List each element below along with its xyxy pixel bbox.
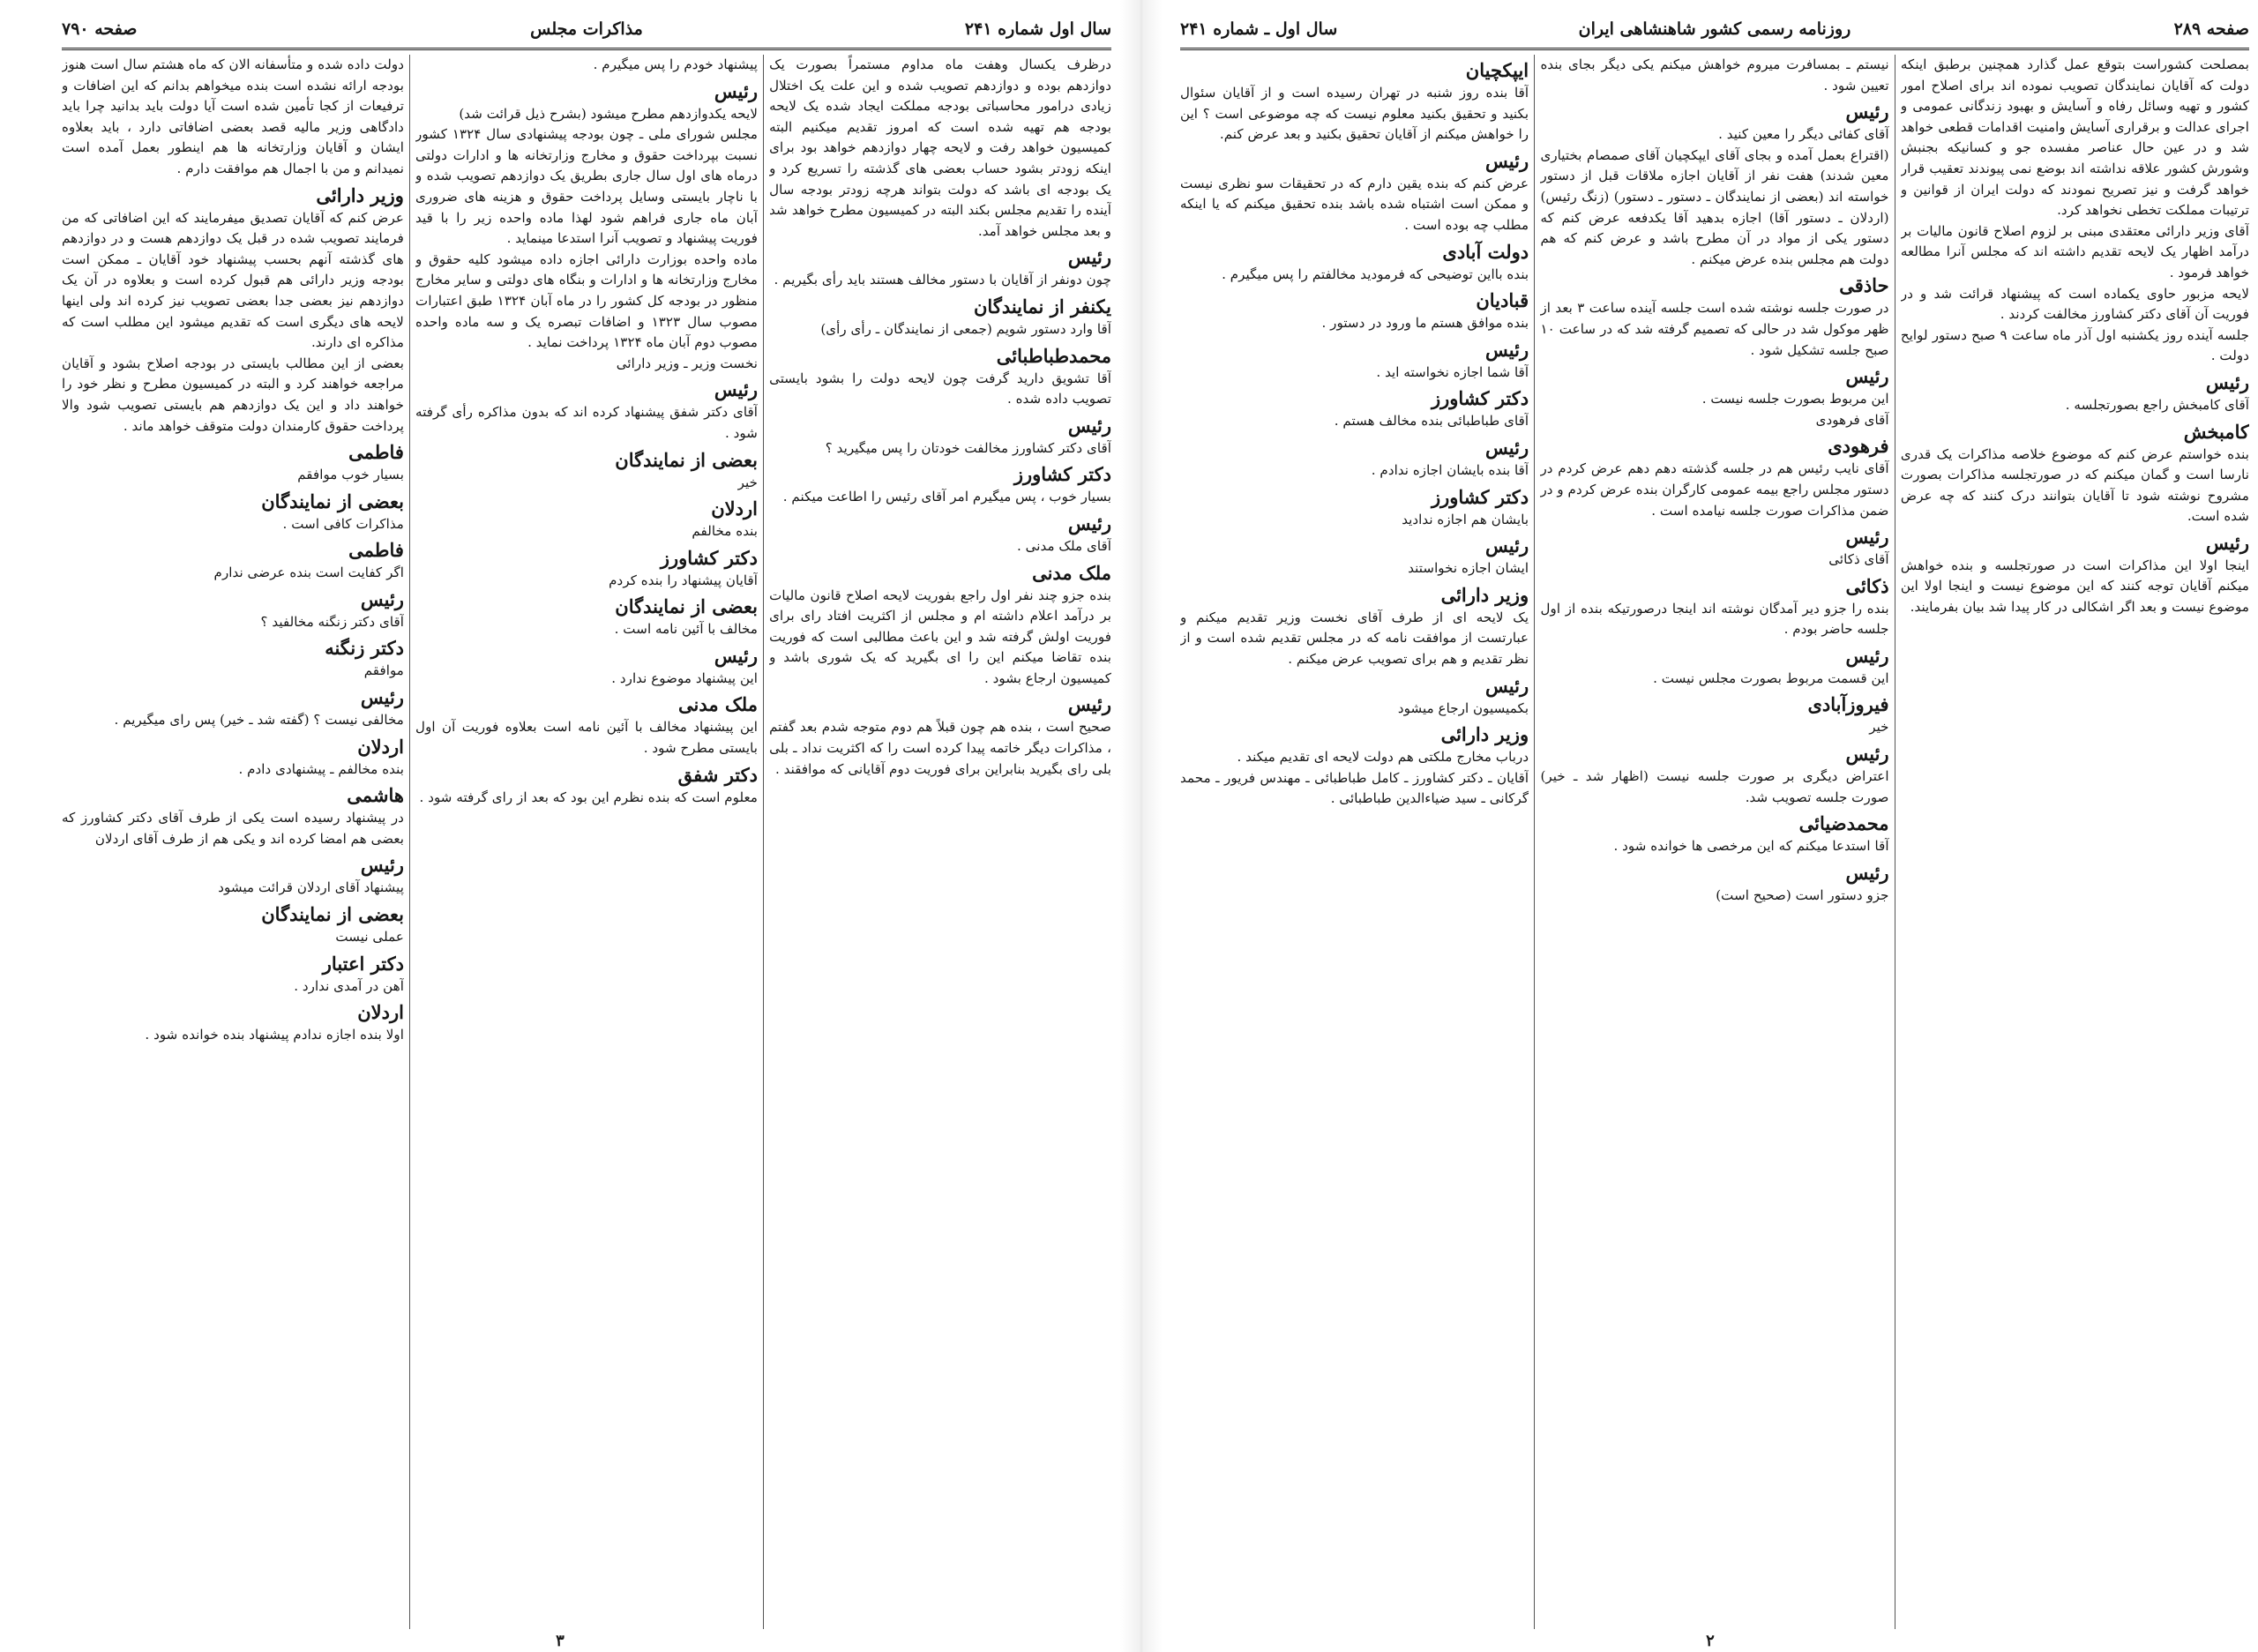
paragraph <box>62 635 404 682</box>
paragraph-text: بنده را جزو دیر آمدگان نوشته اند اینجا درصورتیکه بنده از اول جلسه حاضر بودم . <box>1540 600 1889 638</box>
speaker-name: دکتر کشاورز <box>660 546 758 569</box>
paragraph <box>62 852 404 899</box>
paragraph-text: دولت داده شده و متأسفانه الان که ماه هشتم سال است هنوز بودجه ارائه نشده است بنده میخواهم بدانم که این اضافات و ترفیعات از کجا تأمین شده است آیا دولت باید بدانید چرا باید دادگاهی وزیر مالیه قصد بعضی اضافاتی دارد ، باید بعلاوه ایشان و آقایان وزارتخانه ها هم اینطور بعمل آمده است نمیدانم و من با اجمال هم موافقت دارم . <box>62 56 404 176</box>
paragraph <box>62 439 404 486</box>
paragraph <box>62 587 404 633</box>
paragraph-text: درظرف یکسال وهفت ماه مداوم مستمراً بصورت یک دوازدهم بوده و دوازدهم تصویب شده و این علت یک اختلال زیادی درامور محاسباتی بودجه مملکت ایجاد شده یک لایحه بودجه هم تهیه شده است که امروز تقدیم میکنیم البته کمیسیون خواهد رفت و لایحه چهار دوازدهم خواهد بود برای اینکه زودتر بشود حساب بعضی های گذشته را تسریع کرد و یک بودجه ای باشد که دولت بتواند هرچه زودتر بودجه سال آینده را تقدیم مجلس بکند البته در کمیسیون مطرح خواهد شد و بعد مجلس خواهد آمد. <box>769 56 1111 239</box>
speaker-name: یکنفر از نمایندگان <box>974 295 1111 318</box>
paragraph-text: عرض کنم که آقایان تصدیق میفرمایند که این اضافاتی که من فرمایند تصویب شده در قبل یک دوازدهم هست و در دوازدهم های گذشته آنهم بحسب پیشنهاد خود آقایان ـ ممکن است بودجه وزیر دارائی هم قبول کرده است و بعلاوه در آن یک دوازدهم نیز بعضی جدا بعضی تصویب نیز کرده اند ولی اینها لایحه های دیگری است که تقدیم میشود این مطلب است که مذاکره ای دارند. <box>62 209 404 351</box>
speaker-name: رئیس <box>1485 436 1529 459</box>
speaker-name: رئیس <box>1485 674 1529 697</box>
paragraph <box>1540 363 1888 410</box>
paragraph <box>62 354 404 437</box>
paragraph <box>415 124 758 250</box>
paragraph-text: ماده واحده بوزارت دارائی اجازه داده میشود کلیه حقوق و مخارج وزارتخانه ها و ادارات و بنگاه های دولتی و سایر مخارج منظور در بودجه کل کشور را در ماه آبان ۱۳۲۴ طبق اعتبارات مصوب سال ۱۳۲۳ و اضافات تبصره یک و سه ماده واحده مصوب دوم آبان ماه ۱۳۲۴ پرداخت نماید . <box>415 250 758 351</box>
paragraph <box>415 55 758 76</box>
speaker-name: وزیر دارائی <box>1440 723 1529 746</box>
paragraph-text: مجلس شورای ملی ـ چون بودجه پیشنهادی سال ۱۳۲۴ کشور نسبت بپرداخت حقوق و مخارج وزارتخانه ها و ادارات دولتی درماه های اول سال جاری بطریق یک دوازدهم تصویب شده و با ناچار بایستی وسایل پرداخت حقوق و هزینه های ضروری آبان ماه جاری فراهم شود لهذا ماده واحده زیر را با قید فوریت پیشنهاد و تصویب آنرا استدعا مینماید . <box>415 126 758 247</box>
paragraph <box>415 594 758 640</box>
paragraph-text: یک لایحه ای از طرف آقای نخست وزیر تقدیم میکنم و عبارتست از موافقت نامه که در مجلس تقدیم شده است و از نظر تقدیم و هم برای تصویب عرض میکنم . <box>1180 609 1529 667</box>
paragraph <box>1540 410 1888 431</box>
paragraph-text: در پیشنهاد رسیده است یکی از طرف آقای دکتر کشاورز که بعضی هم امضا کرده اند و یکی هم از طرف آقای اردلان <box>62 810 404 847</box>
right-page-issue: سال اول ـ شماره ۲۴۱ <box>1180 19 1338 39</box>
left-page-number: صفحه ۷۹۰ <box>62 19 138 39</box>
paragraph <box>1180 148 1529 236</box>
speaker-name: حاذقی <box>1839 274 1889 297</box>
left-newspaper-page <box>0 0 1120 1652</box>
speaker-name: دکتر زنگنه <box>325 637 404 660</box>
right-page-column-1 <box>1901 55 2249 1629</box>
paragraph <box>1180 582 1529 670</box>
left-page-columns <box>62 55 1111 1629</box>
paragraph-text: اعتراض دیگری بر صورت جلسه نیست (اظهار شد ـ خیر) صورت جلسه تصویب شد. <box>1540 768 1889 805</box>
paragraph <box>62 55 404 180</box>
paragraph <box>415 78 758 125</box>
paragraph <box>769 55 1111 242</box>
speaker-name: رئیس <box>1485 338 1529 361</box>
paragraph-text: صحیح است ، بنده هم چون قبلاً هم دوم متوجه شدم بعد گفتم ، مذاکرات دیگر خاتمه پیدا کرده است را که اکثریت نداد ـ بلی بلی رای بگیرید بنابراین برای فوریت دوم آقایانی که موافقند . <box>769 719 1111 777</box>
speaker-name: رئیس <box>360 854 404 877</box>
paragraph-text: جلسه آینده روز یکشنبه اول آذر ماه ساعت ۹ صبح دستور لوایح دولت . <box>1900 326 2249 364</box>
right-newspaper-page <box>1163 0 2258 1652</box>
paragraph-text: مخالفی نیست ؟ (گفته شد ـ خیر) پس رای میگیریم . <box>114 712 404 729</box>
paragraph-text: این پیشنهاد موضوع ندارد . <box>611 669 758 686</box>
paragraph-text: آقای فرهودی <box>1815 411 1889 428</box>
paragraph <box>415 354 758 375</box>
speaker-name: هاشمی <box>347 784 404 807</box>
paragraph-text: آقا بنده بایشان اجازه ندادم . <box>1371 461 1529 478</box>
left-page-column-1 <box>769 55 1111 1629</box>
paragraph <box>1180 533 1529 579</box>
speaker-name: محمدضیائی <box>1798 812 1889 835</box>
paragraph <box>1901 284 2249 325</box>
paragraph <box>769 461 1111 508</box>
paragraph <box>415 691 758 759</box>
paragraph-text: عرض کنم که بنده یقین دارم که در تحقیقات سو نظری نیست و ممکن است اشتباه شده باشد بنده تحقیق میکنم که یا اینکه مطلب چه بوده است . <box>1180 175 1529 233</box>
paragraph <box>769 413 1111 460</box>
speaker-name: رئیس <box>1845 365 1889 388</box>
speaker-name: رئیس <box>1067 693 1111 716</box>
speaker-name: کامبخش <box>2183 420 2249 443</box>
paragraph-text: آقای وزیر دارائی معتقدی مبنی بر لزوم اصلاح قانون مالیات بر درآمد اظهار یک لایحه تقدیم داشته اند که مجلس آنرا مطالعه خواهد فرمود . <box>1900 222 2249 280</box>
paragraph-text: بنده خواستم عرض کنم که موضوع خلاصه مذاکرات یک قدری نارسا است و گمان میکنم که در صورتجلسه مذاکرات بصورت مشروح نوشته شود تا آقایان بتوانند درک کنند که چه عرض شده است. <box>1900 445 2249 525</box>
speaker-name: رئیس <box>1845 644 1889 667</box>
paragraph <box>1180 673 1529 720</box>
speaker-name: رئیس <box>1845 526 1889 549</box>
paragraph <box>769 560 1111 690</box>
paragraph-text: این قسمت مربوط بصورت مجلس نیست . <box>1653 669 1889 686</box>
speaker-name: رئیس <box>714 644 758 667</box>
right-page-column-2 <box>1540 55 1888 1629</box>
speaker-name: اردلان <box>357 1001 404 1024</box>
column-rule <box>1534 55 1535 1629</box>
speaker-name: رئیس <box>1485 534 1529 557</box>
paragraph <box>1540 146 1888 271</box>
speaker-name: رئیس <box>1845 861 1889 884</box>
speaker-name: رئیس <box>1845 743 1889 766</box>
speaker-name: رئیس <box>1067 512 1111 534</box>
paragraph-text: (اقتراع بعمل آمده و بجای آقای ایپکچیان آقای صمصام بختیاری معین شدند) هفت نفر از آقایان اجازه ملاقات قبل از دستور خواسته اند (بعضی از نمایندگان ـ دستور ـ دستور) (زنگ رئیس) (اردلان ـ دستور آقا) اجازه بدهید آقا یکدفعه عرض کنم که دستور یکی از مواد در آن مطرح باشد و عرض کنم که هم دولت هم مجلس بنده عرض میکنم . <box>1540 146 1889 267</box>
paragraph <box>1180 768 1529 810</box>
paragraph-text: آقایان ـ دکتر کشاورز ـ کامل طباطبائی ـ مهندس فریور ـ محمد گرکانی ـ سید ضیاءالدین طباطبائی . <box>1180 769 1529 807</box>
paragraph-text: لایحه یکدوازدهم مطرح میشود (بشرح ذیل قرائت شد) <box>459 105 758 122</box>
paragraph-text: لایحه مزبور حاوی یکماده است که پیشنهاد قرائت شد و در فوریت آن آقای دکتر کشاورز مخالفت کردند . <box>1900 285 2249 323</box>
paragraph-text: مخالف با آئین نامه است . <box>614 621 758 638</box>
paragraph <box>415 250 758 354</box>
paragraph <box>415 762 758 809</box>
paragraph-text: بمصلحت کشوراست بتوقع عمل گذارد همچنین برطبق اینکه دولت که آقایان نمایندگان تصویب نموده اند برای اصلاح امور کشور و تهیه وسائل رفاه و آسایش و بهبود زندگانی عمومی و اجرای عدالت و برقراری آسایش وامنیت اقدامات قطعی خواهد شد و در عین حال عناصر مفسده جو و کسانیکه بجنبش وشورش کشور علاقه نداشته اند بوضع نمی پیوندند تعقیب قرار خواهد گرفت و نیز تصریح نمودند که دولت ایران از قوانین و ترتیبات مملکت تخطی نخواهد کرد. <box>1900 56 2249 219</box>
speaker-name: دکتر کشاورز <box>1013 463 1111 486</box>
paragraph-text: اولا بنده اجازه ندادم پیشنهاد بنده خوانده شود . <box>145 1027 404 1043</box>
paragraph-text: آقای نایب رئیس هم در جلسه گذشته دهم دهم عرض کردم در دستور مجلس راجع بیمه عمومی کارگران بنده عرض کردم و در ضمن مذاکرات صورت جلسه نیامده است . <box>1540 460 1889 519</box>
paragraph-text: درباب مخارج ملکتی هم دولت لایحه ای تقدیم میکند . <box>1237 749 1529 766</box>
speaker-name: رئیس <box>714 378 758 401</box>
paragraph <box>62 537 404 584</box>
paragraph <box>415 643 758 690</box>
speaker-name: ملک مدنی <box>1032 561 1111 584</box>
paragraph <box>1180 288 1529 334</box>
column-rule <box>763 55 764 1629</box>
paragraph-text: پیشنهاد آقای اردلان قرائت میشود <box>218 879 404 896</box>
paragraph-text: عملی نیست <box>335 929 404 946</box>
speaker-name: بعضی از نمایندگان <box>261 490 404 512</box>
paragraph <box>415 496 758 542</box>
speaker-name: فیروزآبادی <box>1807 693 1889 716</box>
speaker-name: دولت آبادی <box>1442 240 1529 263</box>
paragraph <box>1540 741 1888 808</box>
paragraph-text: بنده موافق هستم ما ورود در دستور . <box>1321 315 1529 332</box>
speaker-name: رئیس <box>1485 149 1529 172</box>
speaker-name: ایپکچیان <box>1465 59 1529 81</box>
paragraph-text: بعضی از این مطالب بایستی در بودجه اصلاح بشود و آقایان مراجعه خواهند کرد و البته در کمیسیون مطرح و نظر خود را خواهند داد و این یک دوازدهم هم بایستی تصویب شود والا پرداخت حقوق کارمندان دولت متوقف خواهد ماند . <box>62 355 404 434</box>
paragraph-text: آقای ذکائی <box>1828 551 1889 568</box>
paragraph-text: اگر کفایت است بنده عرضی ندارم <box>213 564 404 581</box>
left-page-column-2 <box>415 55 758 1629</box>
speaker-name: رئیس <box>360 587 404 610</box>
paragraph-text: در صورت جلسه نوشته شده است جلسه آینده ساعت ۳ بعد از ظهر موکول شد در حالی که تصمیم گرفته شد که در ساعت ۱۰ صبح جلسه تشکیل شود . <box>1540 300 1889 358</box>
paragraph-text: آقا بنده روز شنبه در تهران رسیده است و از آقایان سئوال بکنید و تحقیق بکنید معلوم نیست که چه موضوعی است ؟ این را خواهش میکنم از آقایان تحقیق بکنید و بعد عرض کنم. <box>1180 85 1529 143</box>
paragraph <box>1540 860 1888 907</box>
speaker-name: فاطمی <box>348 539 404 562</box>
speaker-name: وزیر دارائی <box>316 183 404 206</box>
paragraph-text: پیشنهاد خودم را پس میگیرم . <box>593 56 758 72</box>
paragraph-text: آقای کامبخش راجع بصورتجلسه . <box>2065 396 2249 413</box>
paragraph <box>62 183 404 354</box>
paragraph <box>1180 239 1529 286</box>
book-gutter <box>1120 0 1163 1652</box>
paragraph-text: آقا وارد دستور شویم (جمعی از نمایندگان ـ رأی رأی) <box>820 320 1111 337</box>
paragraph <box>1540 524 1888 571</box>
paragraph <box>1901 55 2249 221</box>
paragraph-text: چون دونفر از آقایان با دستور مخالف هستند باید رأی بگیریم . <box>774 272 1111 288</box>
paragraph-text: آقایان پیشنهاد را بنده کردم <box>609 572 758 588</box>
paragraph-text: آقا تشویق دارید گرفت چون لایحه دولت را بشود بایستی تصویب داده شده . <box>769 370 1111 407</box>
paragraph-text: آقای کفائی دیگر را معین کنید . <box>1718 126 1889 143</box>
speaker-name: ذکائی <box>1845 574 1889 597</box>
left-page-column-3 <box>62 55 404 1629</box>
paragraph-text: آقا شما اجازه نخواسته اید . <box>1376 363 1529 380</box>
paragraph-text: بنده مخالفم ـ پیشنهادی دادم . <box>238 760 404 777</box>
right-page-folio: ۲ <box>1706 1632 1715 1650</box>
paragraph-text: این مربوط بصورت جلسه نیست . <box>1701 391 1889 407</box>
paragraph <box>1540 811 1888 857</box>
paragraph-text: آقای دکتر زنگنه مخالفید ؟ <box>260 613 404 630</box>
speaker-name: رئیس <box>714 79 758 102</box>
column-rule <box>409 55 410 1629</box>
speaker-name: دکتر کشاورز <box>1431 387 1529 410</box>
right-page-header <box>1180 18 2249 50</box>
paragraph <box>62 999 404 1046</box>
paragraph-text: خیر <box>737 474 758 490</box>
paragraph <box>1901 370 2249 416</box>
paragraph <box>1180 435 1529 482</box>
paragraph-text: معلوم است که بنده نظرم این بود که بعد از رای گرفته شود . <box>419 789 758 805</box>
paragraph-text: نخست وزیر ـ وزیر دارائی <box>616 355 758 371</box>
speaker-name: رئیس <box>360 686 404 709</box>
paragraph <box>1540 643 1888 690</box>
paragraph <box>62 951 404 998</box>
paragraph <box>1901 325 2249 367</box>
paragraph-text: آقا استدعا میکنم که این مرخصی ها خوانده شود . <box>1613 838 1889 855</box>
paragraph-text: بسیار خوب ، پس میگیرم امر آقای رئیس را اطاعت میکنم . <box>782 489 1111 505</box>
speaker-name: رئیس <box>1067 414 1111 437</box>
paragraph <box>1180 484 1529 531</box>
paragraph <box>1540 99 1888 146</box>
right-page-column-3 <box>1180 55 1529 1629</box>
paragraph <box>62 684 404 731</box>
paragraph <box>1180 337 1529 384</box>
paragraph-text: بنده جزو چند نفر اول راجع بفوریت لایحه اصلاح قانون مالیات بر درآمد اعلام داشته ام و مجلس از اکثریت افتاد رای برای فوریت اولش گرفته شد و این باعث مطالبی است که فوریت بنده تقاضا میکنم این را ای بگیرید که یک شوری باشد و کمیسیون ارجاع بشود . <box>769 587 1111 686</box>
paragraph-text: جزو دستور است (صحیح است) <box>1716 886 1889 903</box>
paragraph <box>1540 273 1888 361</box>
right-page-number: صفحه ۲۸۹ <box>2173 19 2249 39</box>
paragraph-text: مذاکرات کافی است . <box>282 515 404 532</box>
paragraph <box>415 545 758 592</box>
paragraph <box>769 294 1111 340</box>
paragraph <box>1901 419 2249 527</box>
speaker-name: فاطمی <box>348 441 404 464</box>
paragraph <box>1901 221 2249 284</box>
paragraph-text: بنده بااین توضیحی که فرمودید مخالفتم را پس میگیرم . <box>1222 265 1529 282</box>
paragraph <box>1540 55 1888 96</box>
paragraph-text: بایشان هم اجازه ندادید <box>1402 511 1529 527</box>
speaker-name: رئیس <box>2205 370 2249 393</box>
paragraph-text: آقای دکتر شفق پیشنهاد کرده اند که بدون مذاکره رأی گرفته شود . <box>415 404 758 441</box>
paragraph <box>1180 385 1529 432</box>
speaker-name: محمدطباطبائی <box>996 344 1111 367</box>
paragraph <box>1540 691 1888 738</box>
left-page-header <box>62 18 1111 50</box>
speaker-name: بعضی از نمایندگان <box>615 448 758 471</box>
speaker-name: اردلان <box>711 497 758 520</box>
right-page-columns <box>1180 55 2249 1629</box>
paragraph-text: آقای دکتر کشاورز مخالفت خودتان را پس میگیرید ؟ <box>825 439 1111 456</box>
paragraph-text: آهن در آمدی ندارد . <box>294 977 404 994</box>
left-page-folio: ۳ <box>556 1632 564 1650</box>
paragraph <box>769 244 1111 291</box>
paragraph-text: آقای ملک مدنی . <box>1016 537 1111 554</box>
paragraph <box>62 782 404 849</box>
paragraph-text: خیر <box>1869 719 1889 736</box>
paragraph <box>1180 57 1529 146</box>
speaker-name: دکتر شفق <box>677 763 758 786</box>
paragraph-text: بسیار خوب موافقم <box>297 467 404 483</box>
paragraph-text: این پیشنهاد مخالف با آئین نامه است بعلاوه فوریت آن اول بایستی مطرح شود . <box>415 719 758 757</box>
speaker-name: رئیس <box>1067 246 1111 269</box>
paragraph <box>1901 530 2249 618</box>
paragraph <box>1180 721 1529 768</box>
speaker-name: قبادیان <box>1476 289 1529 312</box>
speaker-name: فرهودی <box>1828 435 1889 458</box>
left-page-section-title: مذاکرات مجلس <box>530 19 643 39</box>
speaker-name: اردلان <box>357 735 404 758</box>
paragraph <box>62 901 404 948</box>
paragraph-text: آقای طباطبائی بنده مخالف هستم . <box>1334 413 1529 430</box>
speaker-name: بعضی از نمایندگان <box>615 595 758 618</box>
paragraph <box>62 489 404 535</box>
paragraph-text: بکمیسیون ارجاع میشود <box>1397 699 1529 716</box>
paragraph <box>415 377 758 444</box>
paragraph <box>769 343 1111 410</box>
speaker-name: وزیر دارائی <box>1440 583 1529 606</box>
paragraph-text: اینجا اولا این مذاکرات است در صورتجلسه و بنده خواهش میکنم آقایان توجه کنند که این موضوع نیست و اینجا اولا این موضوع نیست و بعد اگر اشکالی در کار پیدا شد بیان بفرمایند. <box>1900 557 2249 616</box>
paragraph-text: بنده مخالفم <box>692 523 758 540</box>
speaker-name: ملک مدنی <box>678 693 758 716</box>
paragraph-text: موافقم <box>363 662 404 679</box>
paragraph <box>62 734 404 781</box>
paragraph <box>769 691 1111 780</box>
paragraph <box>1540 573 1888 640</box>
paragraph-text: ایشان اجازه نخواستند <box>1408 560 1529 577</box>
paragraph <box>1540 433 1888 521</box>
speaker-name: دکتر کشاورز <box>1431 485 1529 508</box>
speaker-name: رئیس <box>2205 531 2249 554</box>
speaker-name: دکتر اعتبار <box>322 952 404 975</box>
left-page-issue: سال اول شماره ۲۴۱ <box>964 19 1111 39</box>
speaker-name: رئیس <box>1845 101 1889 123</box>
speaker-name: بعضی از نمایندگان <box>261 903 404 926</box>
right-page-section-title: روزنامه رسمی کشور شاهنشاهی ایران <box>1578 19 1851 39</box>
paragraph-text: نیستم ـ بمسافرت میروم خواهش میکنم یکی دیگر بجای بنده تعیین شود . <box>1540 56 1889 93</box>
paragraph <box>415 447 758 494</box>
paragraph <box>769 511 1111 557</box>
